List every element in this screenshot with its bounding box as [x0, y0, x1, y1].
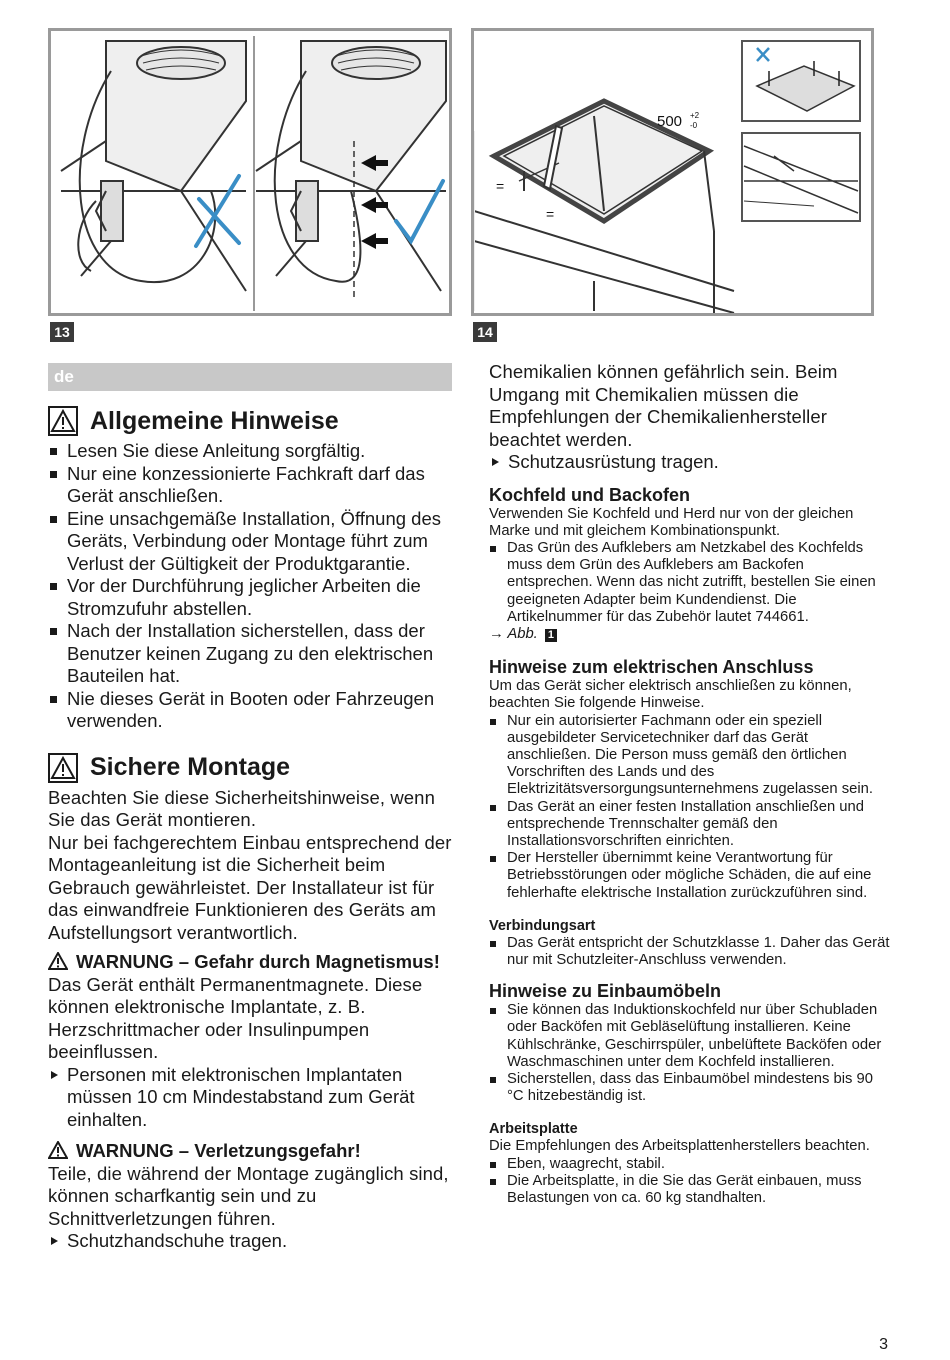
warning-injury-text: Teile, die während der Montage zugänglich sind, können scharfkantig sein und zu Schnittverletzungen führen.	[48, 1162, 449, 1229]
verbindung-list	[489, 935, 893, 969]
figure-14-illustration	[474, 31, 871, 313]
warning-icon	[48, 406, 78, 436]
svg-text:+2: +2	[690, 111, 700, 120]
cross-icon	[196, 176, 239, 246]
montage-intro: Beachten Sie diese Sicherheitshinweise, wenn Sie das Gerät montieren.	[48, 786, 435, 830]
list-item: Das Gerät entspricht der Schutzklasse 1. Daher das Gerät nur mit Schutzleiter-Anschluss verwenden.	[489, 935, 893, 969]
right-column	[489, 361, 893, 1207]
list-item: Sicherstellen, dass das Einbaumöbel mindestens bis 90 °C hitzebeständig ist.	[489, 1071, 893, 1105]
arbeitsplatte-text: Die Empfehlungen des Arbeitsplattenherstellers beachten.	[489, 1138, 870, 1155]
list-item: Nur eine konzessionierte Fachkraft darf das Gerät anschließen.	[48, 463, 452, 508]
figure-13	[48, 28, 452, 316]
section-verbindung-title: Verbindungsart	[489, 917, 596, 934]
chemicals-text: Chemikalien können gefährlich sein. Beim Umgang mit Chemikalien müssen die Empfehlungen der Chemikalienhersteller beachtet werden.	[489, 361, 838, 450]
left-column	[48, 404, 452, 1253]
section-elektro-title: Hinweise zum elektrischen Anschluss	[489, 657, 814, 678]
warning-icon	[48, 753, 78, 783]
svg-text:=: =	[496, 178, 505, 194]
dimension-label: 500	[657, 113, 683, 130]
svg-text:=: =	[546, 206, 555, 222]
list-item: Nie dieses Gerät in Booten oder Fahrzeugen verwenden.	[48, 688, 452, 733]
list-item: Vor der Durchführung jeglicher Arbeiten die Stromzufuhr abstellen.	[48, 575, 452, 620]
kochfeld-text: Verwenden Sie Kochfeld und Herd nur von der gleichen Marke und mit gleichem Kombinationspunkt.	[489, 505, 854, 539]
arbeitsplatte-list	[489, 1156, 893, 1208]
warning-injury-action: Schutzhandschuhe tragen.	[48, 1230, 452, 1253]
warning-injury-title: WARNUNG – Verletzungsgefahr!	[48, 1140, 452, 1163]
figure-reference: → Abb. 1	[489, 626, 893, 643]
warning-triangle-icon	[48, 1141, 68, 1159]
kochfeld-list	[489, 540, 893, 626]
figure-14	[471, 28, 874, 316]
section-arbeitsplatte-title: Arbeitsplatte	[489, 1121, 578, 1138]
warning-magnet-text: Das Gerät enthält Permanentmagnete. Diese können elektronische Implantate, z. B. Herzschrittmacher oder Insulinpumpen beeinflussen.	[48, 973, 423, 1062]
allgemeine-list	[48, 440, 452, 733]
list-item: Eine unsachgemäße Installation, Öffnung des Geräts, Verbindung oder Montage führt zum Verlust der Gültigkeit der Produktgarantie.	[48, 508, 452, 576]
elektro-list	[489, 713, 893, 902]
warning-magnet-action: Personen mit elektronischen Implantaten müssen 10 cm Mindestabstand zum Gerät einhalten.	[48, 1064, 452, 1132]
elektro-text: Um das Gerät sicher elektrisch anschließen zu können, beachten Sie folgende Hinweise.	[489, 678, 852, 712]
list-item: Die Arbeitsplatte, in die Sie das Gerät einbauen, muss Belastungen von ca. 60 kg standhalten.	[489, 1173, 893, 1207]
warning-triangle-icon	[48, 952, 68, 970]
svg-text:-0: -0	[690, 121, 698, 130]
section-allgemeine-title: Allgemeine Hinweise	[48, 404, 452, 438]
list-item: Nach der Installation sicherstellen, dass der Benutzer keinen Zugang zu den elektrischen Bauteilen hat.	[48, 620, 452, 688]
figure-14-inset	[742, 41, 860, 221]
list-item: Lesen Sie diese Anleitung sorgfältig.	[48, 440, 452, 463]
figure-13-illustration	[51, 31, 449, 313]
list-item: Das Gerät an einer festen Installation anschließen und entsprechende Trennschalter gemäß den Installationsvorschriften einrichten.	[489, 799, 893, 851]
language-tag: de	[48, 363, 452, 391]
montage-intro-2: Nur bei fachgerechtem Einbau entsprechend der Montageanleitung ist die Sicherheit beim Gebrauch gewährleistet. Der Installateur ist für das einwandfreie Funktionieren des Geräts am Aufstellungsort verantwortlich.	[48, 831, 452, 943]
section-einbau-title: Hinweise zu Einbaumöbeln	[489, 981, 722, 1002]
figure-ref-badge: 1	[545, 629, 557, 642]
figure-13-label: 13	[50, 322, 74, 342]
page-number: 3	[879, 1336, 888, 1353]
section-montage-title: Sichere Montage	[48, 751, 452, 785]
einbau-list	[489, 1002, 893, 1105]
warning-magnet-title: WARNUNG – Gefahr durch Magnetismus!	[48, 951, 452, 974]
list-item: Sie können das Induktionskochfeld nur über Schubladen oder Backöfen mit Gebläselüftung installieren. Keine Kühlschränke, Geschirrspüler, unbelüftete Backöfen oder Waschmaschinen unter dem Kochfeld installieren.	[489, 1002, 893, 1071]
section-kochfeld-title: Kochfeld und Backofen	[489, 484, 691, 505]
list-item: Eben, waagrecht, stabil.	[489, 1156, 893, 1173]
figure-14-label: 14	[473, 322, 497, 342]
list-item: Das Grün des Aufklebers am Netzkabel des Kochfelds muss dem Grün des Aufklebers am Backofen entsprechen. Wenn das nicht zutrifft, bestellen Sie einen geeigneten Adapter beim Kundendienst. Die Artikelnummer für das Zubehör lautet 744661.	[489, 540, 893, 626]
chemicals-action: Schutzausrüstung tragen.	[489, 451, 893, 474]
list-item: Der Hersteller übernimmt keine Verantwortung für Betriebsstörungen oder mögliche Schäden, die auf eine fehlerhafte elektrische Installation zurückzuführen sind.	[489, 850, 893, 902]
list-item: Nur ein autorisierter Fachmann oder ein speziell ausgebildeter Servicetechniker darf das Gerät anschließen. Die Person muss gemäß den örtlichen Vorschriften des Lands und des Elektrizitätsversorgungsunternehmens zugelassen sein.	[489, 713, 893, 799]
